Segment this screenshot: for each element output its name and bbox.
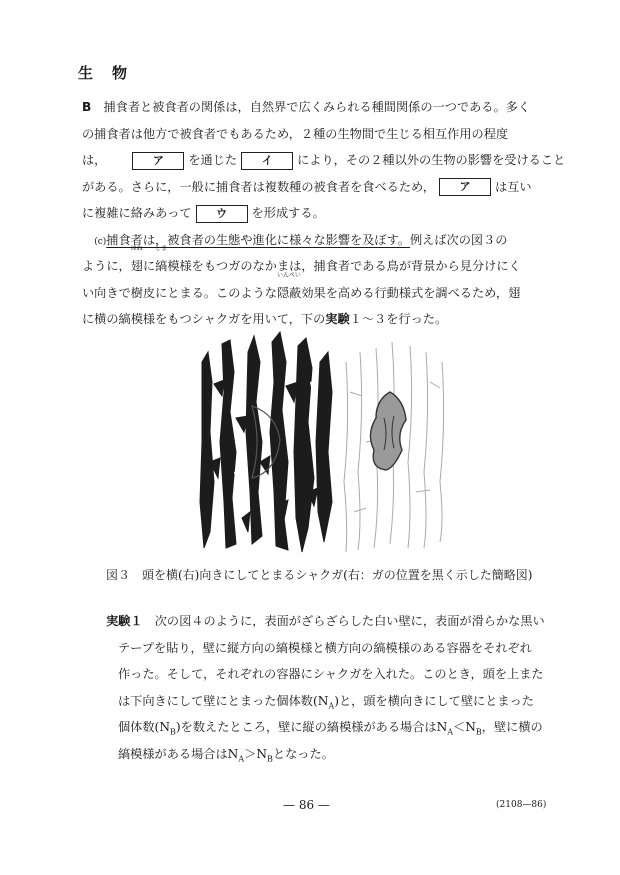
ruby-stripe xyxy=(155,245,168,280)
exp1-line-1 xyxy=(106,608,558,635)
page-number: — 86 — xyxy=(283,798,330,812)
underlined-sentence-c: 捕食者は，被食者の生態や進化に様々な影響を及ぼす。 xyxy=(106,232,410,247)
text: )を数えたところ，壁に縦の縞模様がある場合はN xyxy=(175,720,448,734)
text: 縞 xyxy=(155,259,168,273)
text: １～３を行った。 xyxy=(349,312,448,326)
exp1-line-4 xyxy=(106,688,558,715)
part-b-line-2 xyxy=(82,121,552,148)
text: 模様をもつガのなかまは，捕食者である鳥が背景から見分けにく xyxy=(167,259,521,273)
part-b-line-5 xyxy=(82,200,552,227)
text: 例えば次の図３の xyxy=(409,232,508,247)
moth-highlighted xyxy=(370,392,406,470)
text: 実験 xyxy=(325,312,350,326)
text: を通じた xyxy=(188,153,238,167)
ruby-text: いんぺい xyxy=(277,271,301,279)
text: 縞模様がある場合はN xyxy=(118,746,239,761)
text: がある。さらに，一般に捕食者は複数種の被食者を食べるため， xyxy=(82,179,435,194)
subscript: B xyxy=(169,727,176,737)
part-b-line-6 xyxy=(82,227,552,254)
part-b-paragraph xyxy=(82,94,566,333)
ruby-text: はね xyxy=(130,245,143,252)
part-b-line-8 xyxy=(82,271,552,307)
text: 隠蔽 xyxy=(277,285,302,300)
exp1-label: 実験１ xyxy=(106,614,143,628)
underline-marker-c: (c) xyxy=(94,236,107,247)
text: により，その２種以外の生物の影響を受けること xyxy=(297,153,566,167)
text: の捕食者は他方で被食者でもあるため，２種の生物間で生じる相互作用の程度 xyxy=(82,126,509,141)
text: は下向きにして壁にとまった個体数(N xyxy=(118,693,329,708)
text: は互い xyxy=(494,179,532,194)
ruby-wing xyxy=(130,245,143,280)
text: い向きで樹皮にとまる。このような xyxy=(82,285,277,300)
exp1-line-2 xyxy=(106,635,558,662)
experiment-1 xyxy=(106,608,558,767)
blank-a: ア xyxy=(132,152,184,170)
text: となった。 xyxy=(272,746,334,761)
text: ように， xyxy=(82,259,131,273)
text: 捕食者と被食者の関係は，自然界で広くみられる種間関係の一つである。多く xyxy=(103,100,531,114)
text: 効果を高める行動様式を調べるため，翅 xyxy=(301,285,521,300)
document-code: (2108—86) xyxy=(496,800,547,810)
ruby-hide xyxy=(277,271,302,307)
part-b-line-3 xyxy=(82,147,566,174)
text: に横の縞模様をもつシャクガを用いて，下の xyxy=(82,312,326,326)
text: 個体数(N xyxy=(118,720,170,734)
figure-3-caption: 図３ 頭を横(右)向きにしてとまるシャクガ(右：ガの位置を黒く示した簡略図) xyxy=(106,568,533,582)
subscript: A xyxy=(447,727,454,737)
subscript: B xyxy=(267,753,273,763)
section-title: 生 物 xyxy=(78,64,130,82)
subscript: B xyxy=(475,727,482,737)
text: に複雑に絡みあって xyxy=(82,206,192,220)
subscript: A xyxy=(238,753,245,763)
exp1-line-3 xyxy=(106,661,558,688)
bark-texture-left xyxy=(200,332,332,552)
figure-3-bark-moth xyxy=(190,322,460,560)
text: 次の図４のように，表面がざらざらした白い壁に，表面が滑らかな黒い xyxy=(154,614,545,628)
text: を形成する。 xyxy=(251,206,325,220)
blank-i: イ xyxy=(241,152,293,170)
exp1-line-5 xyxy=(106,714,558,741)
text: 翅 xyxy=(130,259,143,273)
ruby-text: しま xyxy=(155,245,168,252)
text: は， xyxy=(82,153,107,167)
blank-a-2: ア xyxy=(439,178,491,196)
text: 作った。そして，それぞれの容器にシャクガを入れた。このとき，頭を上また xyxy=(118,667,544,681)
subscript: A xyxy=(328,700,335,710)
text: ，壁に横の xyxy=(481,720,543,734)
part-b-marker: B xyxy=(82,100,92,114)
text: テープを貼り，壁に縦方向の縞模様と横方向の縞模様のある容器をそれぞれ xyxy=(118,640,532,655)
text: )と，頭を横向きにして壁にとまった xyxy=(334,693,534,708)
part-b-line-1 xyxy=(82,94,552,121)
part-b-line-4 xyxy=(82,174,552,201)
blank-u: ウ xyxy=(196,205,248,223)
part-b-line-7: ように， はね 翅に しま 縞模様をもつガのなかまは，捕食者である鳥が背景から見分けにく xyxy=(82,253,552,280)
text: ＞N xyxy=(244,746,267,761)
exp1-line-6 xyxy=(106,741,558,768)
text: ＜N xyxy=(453,720,476,734)
